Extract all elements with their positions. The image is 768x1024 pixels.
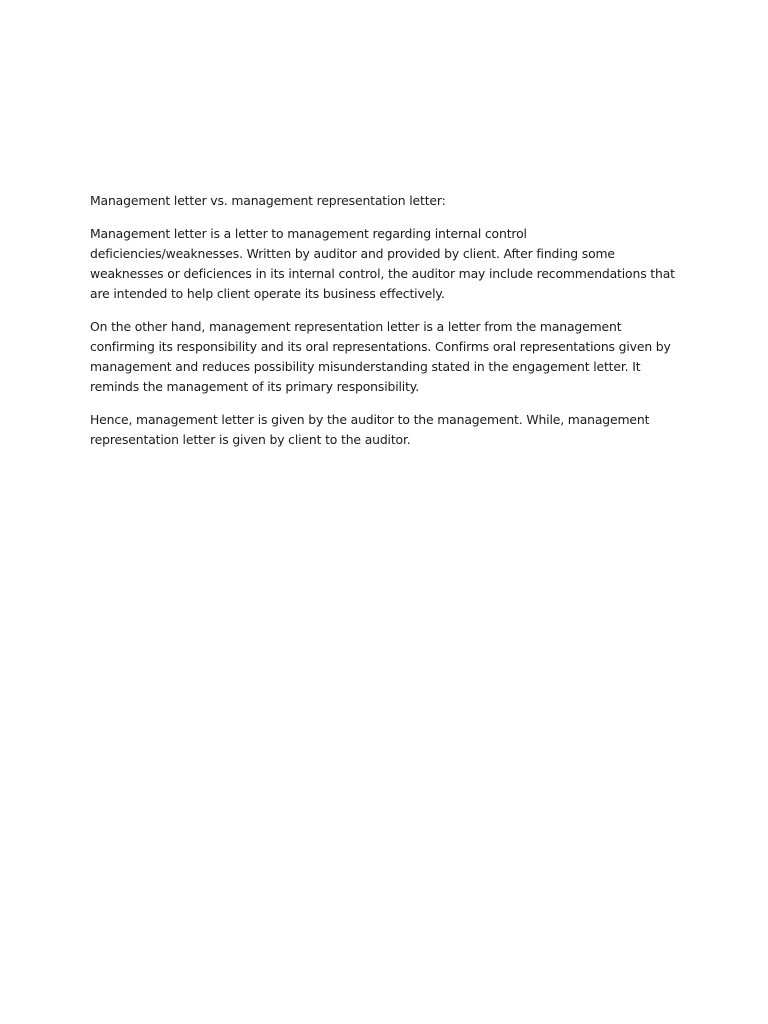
paragraph-management-letter: Management letter is a letter to management regarding internal control deficiencies/weaknesses. Written by auditor and provided by client. After finding some weaknesses or deficiences in its internal control, the auditor may include recommendations that are intended to help client operate its business effectively. (90, 226, 675, 301)
paragraph-representation-letter: On the other hand, management representation letter is a letter from the management confirming its responsibility and its oral representations. Confirms oral representations given by management and reduces possibility misunderstanding stated in the engagement letter. It reminds the management of its primary responsibility. (90, 319, 671, 394)
document-heading: Management letter vs. management representation letter: (90, 193, 446, 208)
document-body (90, 191, 682, 463)
paragraph-conclusion: Hence, management letter is given by the auditor to the management. While, management representation letter is given by client to the auditor. (90, 412, 650, 447)
